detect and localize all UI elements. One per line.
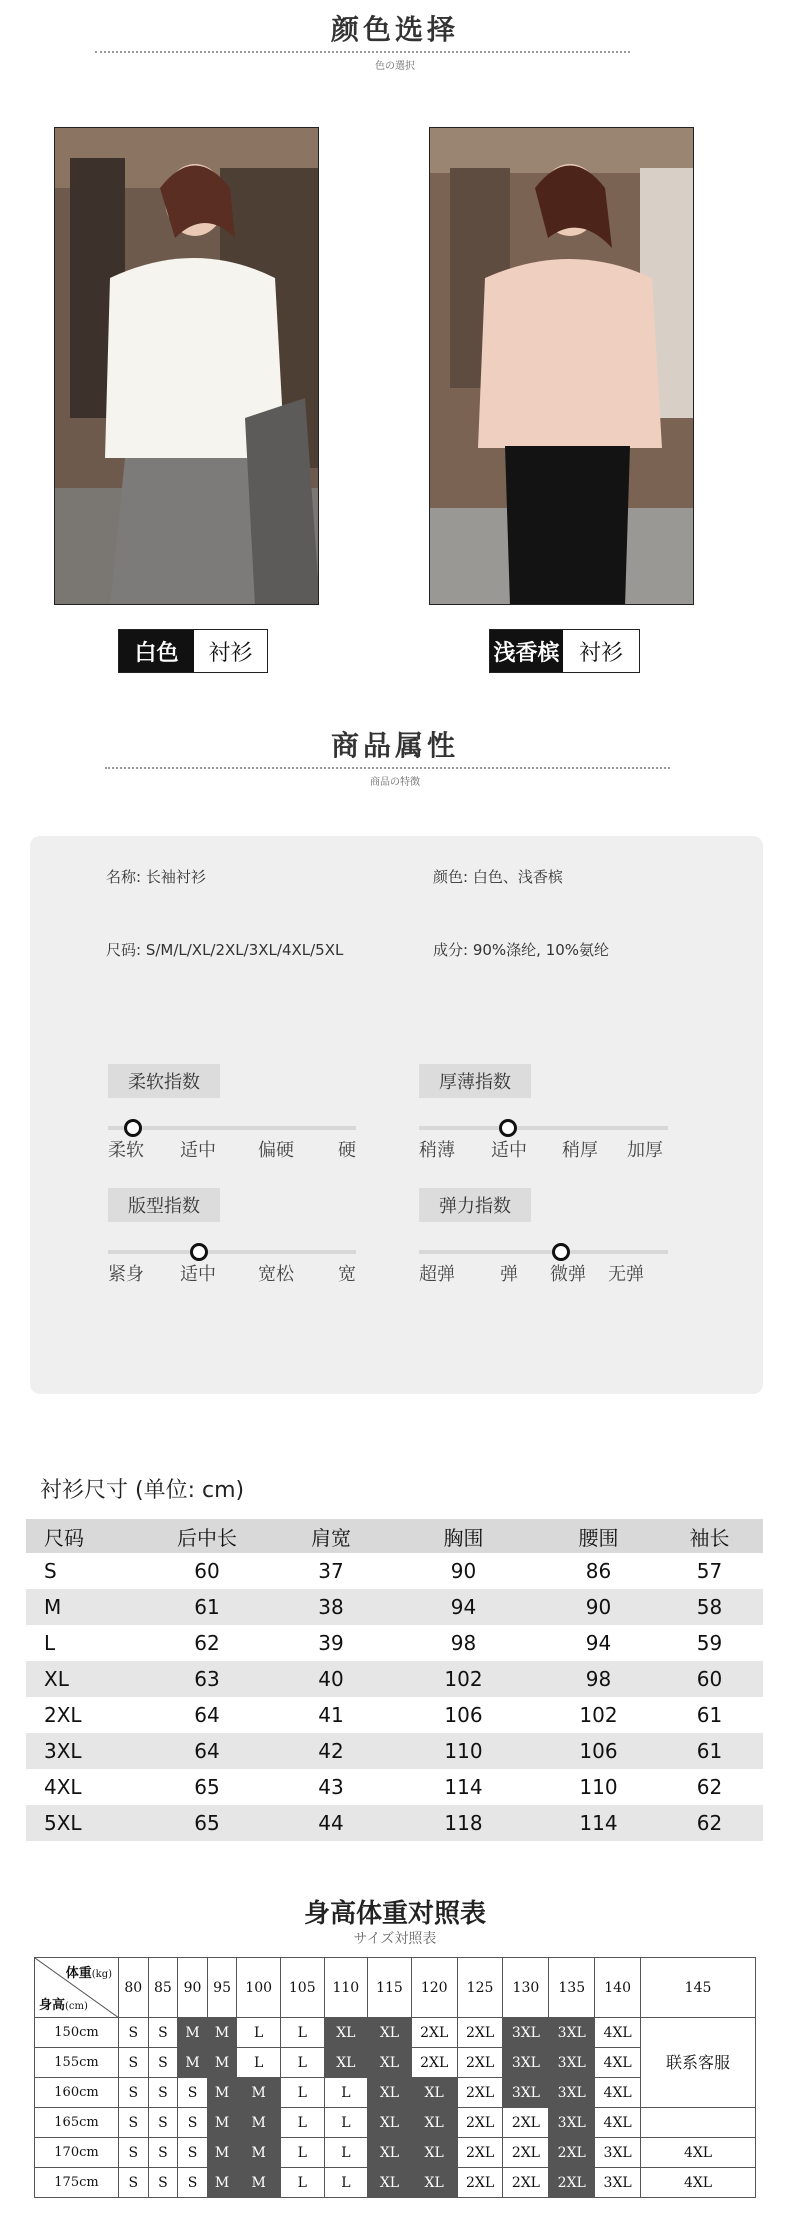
hw-size-cell: 2XL [411, 2048, 457, 2078]
thickness-scale-title: 厚薄指数 [419, 1064, 531, 1098]
hw-height-label: 170cm [35, 2138, 119, 2168]
hw-size-cell: M [178, 2048, 208, 2078]
hw-size-cell: M [207, 2168, 237, 2198]
hw-size-cell: XL [324, 2048, 368, 2078]
fit-label-2: 适中 [180, 1264, 216, 1285]
color-option-white[interactable] [118, 629, 268, 673]
size-table-cell: 65 [194, 1775, 220, 1799]
thickness-scale-track [419, 1126, 668, 1130]
attributes-section-title: 商品属性 [330, 729, 459, 762]
hw-size-cell: M [207, 2108, 237, 2138]
hw-size-cell: S [148, 2078, 178, 2108]
hw-height-label: 165cm [35, 2108, 119, 2138]
hw-size-cell: L [280, 2018, 324, 2048]
size-table-row [26, 1805, 763, 1841]
hw-size-cell: S [148, 2048, 178, 2078]
hw-empty-cell [641, 2108, 756, 2138]
elasticity-label-3: 微弹 [550, 1264, 586, 1285]
thickness-label-4: 加厚 [627, 1140, 663, 1161]
hw-size-cell: XL [368, 2018, 412, 2048]
hw-size-cell: L [324, 2078, 368, 2108]
fit-label-3: 宽松 [258, 1264, 294, 1285]
color-section-subtitle: 色の選択 [375, 61, 415, 72]
hw-height-label: 155cm [35, 2048, 119, 2078]
hw-weight-header: 105 [280, 1958, 324, 2018]
size-table-cell: 118 [386, 1805, 541, 1841]
weight-unit: (kg) [91, 1969, 112, 1980]
hw-size-cell: M [207, 2138, 237, 2168]
color-section-title: 颜色选择 [330, 13, 459, 46]
hw-header-row [35, 1958, 756, 2018]
attributes-section-divider [105, 767, 670, 769]
hw-size-cell: S [178, 2168, 208, 2198]
hw-size-cell: L [324, 2168, 368, 2198]
hw-size-cell: M [237, 2078, 281, 2108]
hw-size-cell: 3XL [595, 2168, 641, 2198]
size-table-header-row [26, 1519, 763, 1553]
size-table-cell: 2XL [44, 1703, 82, 1727]
hw-table-row [35, 2108, 756, 2138]
hw-size-cell: L [237, 2018, 281, 2048]
hw-size-cell: 3XL [503, 2018, 549, 2048]
elasticity-label-4: 无弹 [608, 1264, 644, 1285]
thickness-label-1: 稍薄 [419, 1140, 455, 1161]
size-table-cell: 98 [541, 1661, 656, 1697]
size-table-cell: 106 [444, 1703, 483, 1727]
thickness-label-2: 适中 [491, 1140, 527, 1161]
hw-size-cell: S [178, 2078, 208, 2108]
hw-weight-header: 125 [457, 1958, 503, 2018]
size-table-cell: 94 [386, 1589, 541, 1625]
hw-table-row [35, 2018, 756, 2048]
hw-size-cell: XL [411, 2138, 457, 2168]
hw-size-cell: S [148, 2108, 178, 2138]
champagne-blouse-photo[interactable] [429, 127, 694, 605]
size-table-cell: XL [26, 1661, 138, 1697]
hw-size-cell: L [280, 2138, 324, 2168]
hw-size-cell: XL [411, 2108, 457, 2138]
size-table-cell: 3XL [26, 1733, 138, 1769]
hw-size-cell: 3XL [595, 2138, 641, 2168]
fit-scale-title: 版型指数 [108, 1188, 220, 1222]
hw-table-row [35, 2168, 756, 2198]
size-table-cell: 63 [138, 1661, 276, 1697]
hw-size-cell: S [148, 2168, 178, 2198]
size-table-cell: 64 [194, 1703, 220, 1727]
hw-size-cell: L [280, 2078, 324, 2108]
hw-weight-header: 100 [237, 1958, 281, 2018]
attr-material: 成分: 90%涤纶, 10%氨纶 [433, 941, 610, 959]
softness-label-1: 柔软 [108, 1140, 144, 1161]
hw-size-cell: 2XL [457, 2048, 503, 2078]
hw-weight-header: 85 [148, 1958, 178, 2018]
size-table-row [26, 1625, 763, 1661]
softness-label-3: 偏硬 [258, 1140, 294, 1161]
hw-size-cell: 2XL [503, 2108, 549, 2138]
hw-size-cell: XL [368, 2168, 412, 2198]
hw-size-cell: 2XL [457, 2168, 503, 2198]
hw-size-cell: M [178, 2018, 208, 2048]
hw-size-cell: S [119, 2048, 149, 2078]
size-table-title: 衬衫尺寸 (单位: cm) [40, 1478, 245, 1503]
elasticity-scale-marker [552, 1243, 570, 1261]
size-table-cell: 102 [579, 1703, 618, 1727]
size-header-cell: 肩宽 [276, 1519, 386, 1553]
size-table-cell: 59 [696, 1631, 723, 1655]
hw-size-cell: XL [368, 2138, 412, 2168]
hw-weight-header: 115 [368, 1958, 412, 2018]
size-table-cell: 110 [386, 1733, 541, 1769]
size-table-cell: 38 [276, 1589, 386, 1625]
hw-size-cell: XL [368, 2078, 412, 2108]
hw-size-cell: L [324, 2138, 368, 2168]
hw-size-cell: M [237, 2138, 281, 2168]
size-table-row [26, 1661, 763, 1697]
color-type-label: 衬衫 [194, 630, 267, 672]
hw-size-cell: 3XL [549, 2048, 595, 2078]
size-table-cell: 40 [276, 1661, 386, 1697]
size-table-cell: 5XL [26, 1805, 138, 1841]
hw-size-cell: M [207, 2018, 237, 2048]
attr-color: 颜色: 白色、浅香槟 [433, 868, 563, 886]
hw-size-cell: M [207, 2048, 237, 2078]
size-table-row [26, 1769, 763, 1805]
size-table [26, 1519, 763, 1841]
hw-size-cell: XL [324, 2018, 368, 2048]
hw-size-cell: M [237, 2108, 281, 2138]
hw-size-cell: 4XL [641, 2138, 756, 2168]
hw-height-label: 150cm [35, 2018, 119, 2048]
hw-size-cell: 2XL [549, 2168, 595, 2198]
hw-size-cell: L [280, 2168, 324, 2198]
size-table-cell: 90 [541, 1589, 656, 1625]
softness-scale-title: 柔软指数 [108, 1064, 220, 1098]
hw-height-label: 175cm [35, 2168, 119, 2198]
color-option-champagne[interactable] [489, 629, 640, 673]
size-table-cell: 61 [656, 1733, 763, 1769]
size-table-cell: M [26, 1589, 138, 1625]
hw-size-cell: S [148, 2138, 178, 2168]
color-name-label: 白色 [119, 630, 194, 672]
elasticity-label-2: 弹 [500, 1264, 518, 1285]
hw-size-cell: 4XL [595, 2108, 641, 2138]
hw-weight-header: 140 [595, 1958, 641, 2018]
hw-chart-subtitle: サイズ対照表 [353, 1931, 437, 1947]
hw-size-cell: L [280, 2108, 324, 2138]
hw-size-cell: 2XL [457, 2138, 503, 2168]
hw-size-cell: 3XL [503, 2048, 549, 2078]
attributes-panel [30, 836, 763, 1394]
elasticity-scale-title: 弹力指数 [419, 1188, 531, 1222]
hw-weight-header: 110 [324, 1958, 368, 2018]
hw-size-cell: S [119, 2138, 149, 2168]
hw-size-cell: S [119, 2078, 149, 2108]
hw-size-cell: S [148, 2018, 178, 2048]
size-table-cell: 57 [696, 1559, 723, 1583]
hw-chart-title: 身高体重对照表 [303, 1899, 486, 1929]
hw-weight-header: 130 [503, 1958, 549, 2018]
size-table-cell: 44 [276, 1805, 386, 1841]
hw-size-cell: XL [411, 2168, 457, 2198]
hw-weight-header: 120 [411, 1958, 457, 2018]
hw-size-cell: 4XL [595, 2078, 641, 2108]
hw-weight-header: 95 [207, 1958, 237, 2018]
hw-size-cell: 3XL [549, 2108, 595, 2138]
hw-size-cell: XL [411, 2078, 457, 2108]
color-type-label: 衬衫 [563, 630, 639, 672]
hw-size-cell: 3XL [549, 2018, 595, 2048]
softness-label-4: 硬 [338, 1140, 356, 1161]
height-axis-label [39, 1994, 88, 2013]
size-table-cell: 41 [318, 1703, 344, 1727]
hw-table-row [35, 2138, 756, 2168]
size-table-cell: 64 [138, 1733, 276, 1769]
hw-size-cell: 2XL [503, 2138, 549, 2168]
size-table-cell: 106 [541, 1733, 656, 1769]
hw-size-cell: L [324, 2108, 368, 2138]
hw-weight-header: 90 [178, 1958, 208, 2018]
hw-size-cell: 2XL [503, 2168, 549, 2198]
hw-size-cell: XL [368, 2108, 412, 2138]
size-header-cell: 腰围 [541, 1519, 656, 1553]
size-table-cell: 114 [541, 1805, 656, 1841]
attr-name: 名称: 长袖衬衫 [106, 868, 206, 886]
hw-height-label: 160cm [35, 2078, 119, 2108]
size-table-row [26, 1733, 763, 1769]
hw-size-cell: 2XL [457, 2078, 503, 2108]
hw-size-cell: 2XL [411, 2018, 457, 2048]
attr-sizes: 尺码: S/M/L/XL/2XL/3XL/4XL/5XL [106, 941, 344, 959]
hw-size-cell: S [178, 2138, 208, 2168]
size-header-cell: 胸围 [386, 1519, 541, 1553]
color-name-label: 浅香槟 [490, 630, 563, 672]
hw-corner-cell [35, 1958, 119, 2018]
hw-size-cell: S [119, 2108, 149, 2138]
fit-scale-marker [190, 1243, 208, 1261]
height-unit: (cm) [65, 2001, 88, 2012]
white-blouse-photo[interactable] [54, 127, 319, 605]
size-table-cell: 110 [579, 1775, 618, 1799]
hw-size-cell: S [119, 2018, 149, 2048]
hw-size-cell: 4XL [595, 2048, 641, 2078]
size-header-cell: 袖长 [656, 1519, 763, 1553]
weight-axis-label [66, 1962, 112, 1981]
size-table-cell: S [44, 1559, 57, 1583]
thickness-label-3: 稍厚 [562, 1140, 598, 1161]
hw-size-cell: 3XL [549, 2078, 595, 2108]
hw-size-cell: M [207, 2078, 237, 2108]
hw-weight-header: 145 [641, 1958, 756, 2018]
size-table-cell: 62 [194, 1631, 220, 1655]
size-table-cell: 58 [656, 1589, 763, 1625]
size-table-cell: 37 [318, 1559, 344, 1583]
size-table-cell: 61 [138, 1589, 276, 1625]
color-section-divider [95, 51, 630, 53]
softness-scale-marker [124, 1119, 142, 1137]
size-table-cell: 98 [450, 1631, 477, 1655]
fit-label-1: 紧身 [108, 1264, 144, 1285]
thickness-scale-marker [499, 1119, 517, 1137]
size-table-cell: 86 [585, 1559, 612, 1583]
softness-scale-track [108, 1126, 356, 1130]
size-table-cell: 90 [450, 1559, 477, 1583]
contact-service-cell[interactable]: 联系客服 [641, 2018, 756, 2108]
size-header-cell: 尺码 [26, 1519, 138, 1553]
size-table-cell: 61 [696, 1703, 723, 1727]
size-table-cell: 43 [318, 1775, 344, 1799]
size-table-cell: 60 [656, 1661, 763, 1697]
softness-label-2: 适中 [180, 1140, 216, 1161]
hw-size-cell: S [119, 2168, 149, 2198]
size-table-cell: 94 [585, 1631, 612, 1655]
attributes-section-subtitle: 商品の特徴 [370, 777, 420, 788]
elasticity-scale-track [419, 1250, 668, 1254]
hw-size-cell: 2XL [549, 2138, 595, 2168]
size-table-cell: 60 [194, 1559, 220, 1583]
hw-size-cell: 2XL [457, 2018, 503, 2048]
hw-size-cell: 3XL [503, 2078, 549, 2108]
hw-size-cell: XL [368, 2048, 412, 2078]
hw-weight-header: 80 [119, 1958, 149, 2018]
size-table-row [26, 1697, 763, 1733]
size-table-cell: 62 [696, 1775, 723, 1799]
fit-scale-track [108, 1250, 356, 1254]
hw-size-cell: 4XL [595, 2018, 641, 2048]
hw-size-cell: 2XL [457, 2108, 503, 2138]
size-table-cell: L [44, 1631, 56, 1655]
fit-label-4: 宽 [338, 1264, 356, 1285]
hw-size-cell: S [178, 2108, 208, 2138]
size-table-cell: 62 [656, 1805, 763, 1841]
size-table-cell: 114 [444, 1775, 483, 1799]
size-table-cell: 65 [138, 1805, 276, 1841]
size-table-row [26, 1589, 763, 1625]
hw-weight-header: 135 [549, 1958, 595, 2018]
weight-label: 体重 [65, 1966, 92, 1981]
hw-size-cell: 4XL [641, 2168, 756, 2198]
size-header-cell: 后中长 [138, 1519, 276, 1553]
size-table-row [26, 1553, 763, 1589]
size-table-cell: 39 [318, 1631, 344, 1655]
size-table-cell: 42 [276, 1733, 386, 1769]
hw-size-cell: M [237, 2168, 281, 2198]
height-weight-table [34, 1957, 756, 2198]
elasticity-label-1: 超弹 [419, 1264, 455, 1285]
hw-size-cell: L [280, 2048, 324, 2078]
size-table-cell: 4XL [44, 1775, 82, 1799]
size-table-cell: 102 [386, 1661, 541, 1697]
height-label: 身高 [39, 1998, 66, 2013]
hw-size-cell: L [237, 2048, 281, 2078]
